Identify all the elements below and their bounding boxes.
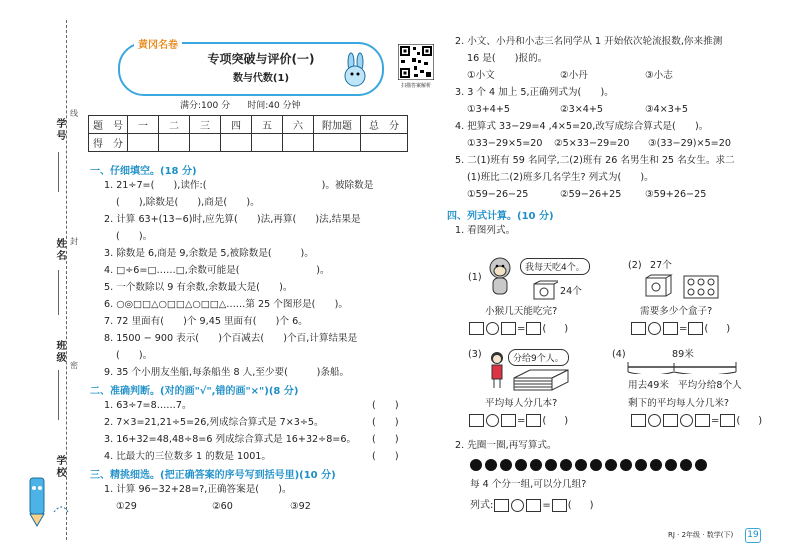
footer-text: RJ · 2年级 · 数学(下) [668,531,734,539]
count-label: 27个 [650,260,672,271]
dot-row[interactable] [470,459,710,474]
question-line: 7. 72 里面有( )个 9,45 里面有( )个 6。 [104,316,308,327]
rope-diagram-icon [626,360,738,374]
page-title: 专项突破与评价(一) [207,52,315,66]
share-label: 平均分给8个人 [678,380,742,391]
table-cell: 总 分 [361,116,408,134]
dot-icon[interactable] [545,459,557,471]
option-a: ①29 [116,501,137,512]
operator-circle[interactable] [648,414,661,427]
answer-bracket[interactable]: ( ) [372,434,399,445]
option-b: ②59−26+25 [560,189,622,200]
picture-number: (4) [612,349,626,360]
section-1-title: 一、仔细填空。(18 分) [90,166,197,177]
picture-number: (1) [468,272,482,283]
student-number-label: 学号 [54,118,65,142]
answer-box[interactable] [631,322,646,335]
option-b: ②小丹 [560,70,588,81]
picture-question: 小猴几天能吃完? [485,306,558,317]
table-cell: 二 [159,116,190,134]
monkey-icon [483,256,517,298]
dot-icon[interactable] [515,459,527,471]
score-cell[interactable] [190,134,221,152]
qr-code-icon[interactable] [398,44,434,80]
score-cell[interactable] [128,134,159,152]
name-field[interactable] [58,270,59,315]
answer-box[interactable] [469,414,484,427]
option-a: ①小文 [467,70,495,81]
question-line: 16 是( )报的。 [467,53,548,64]
section-2-title: 二、准确判断。(对的画"√",错的画"×")(8 分) [90,386,299,397]
operator-circle[interactable] [486,322,499,335]
score-cell[interactable] [314,134,361,152]
question-line: 1. 看图列式。 [455,225,516,236]
book-stack-icon [512,368,572,392]
answer-bracket[interactable]: ( ) [372,400,399,411]
length-label: 89米 [672,349,694,360]
exam-meta: 满分:100 分 时间:40 分钟 [180,101,301,111]
student-number-field[interactable] [58,152,59,192]
question-line: 2. 计算 63+(13−6)时,应先算( )法,再算( )法,结果是 [104,214,361,225]
answer-bracket[interactable]: ( ) [372,451,399,462]
question-line: ( )。 [116,350,153,361]
question-line: 3. 除数是 6,商是 9,余数是 5,被除数是( )。 [104,248,314,259]
balls-and-box-icon [644,274,724,300]
dot-icon[interactable] [575,459,587,471]
score-cell[interactable] [221,134,252,152]
dot-icon[interactable] [605,459,617,471]
answer-box[interactable] [526,499,541,512]
used-label: 用去49米 [628,380,669,391]
question-line: 5. 二(1)班有 59 名同学,二(2)班有 26 名男生和 25 名女生。求二 [455,155,735,166]
section-4-title: 四、列式计算。(10 分) [447,211,554,222]
binding-mark-xian: 线 [70,109,78,118]
table-cell: 一 [128,116,159,134]
operator-circle[interactable] [648,322,661,335]
picture-question: 需要多少个盒子? [640,306,713,317]
formula-row[interactable]: = ( ) [630,414,762,427]
answer-box[interactable] [688,322,703,335]
operator-circle[interactable] [680,414,693,427]
answer-box[interactable] [663,322,678,335]
option-c: ③92 [290,501,311,512]
question-line: 1. 63÷7=8……7。 [104,400,192,411]
question-line: 3. 16+32=48,48÷8=6 列成综合算式是 16+32÷8=6。 [104,434,357,445]
dot-icon[interactable] [485,459,497,471]
table-cell: 六 [283,116,314,134]
answer-box[interactable] [494,499,509,512]
girl-icon [486,350,508,390]
picture-question: 平均每人分几本? [485,398,558,409]
pencil-mascot-icon [18,472,73,532]
table-cell: 四 [221,116,252,134]
question-line: 4. □÷6=□……□,余数可能是( )。 [104,265,330,276]
option-c: ③(33−29)×5=20 [648,138,731,149]
question-line: 2. 小文、小丹和小志三名同学从 1 开始依次轮流报数,你来推测 [455,36,723,47]
dot-icon[interactable] [560,459,572,471]
dot-icon[interactable] [680,459,692,471]
table-cell: 得 分 [89,134,128,152]
option-a: ①59−26−25 [467,189,529,200]
picture-question: 剩下的平均每人分几米? [628,398,730,409]
dot-icon[interactable] [665,459,677,471]
section-3-title: 三、精挑细选。(把正确答案的序号写到括号里)(10 分) [90,470,336,481]
question-line: (1)班比二(2)班多几名学生? 列式为( )。 [467,172,654,183]
speech-bubble: 我每天吃4个。 [520,258,590,275]
formula-row[interactable]: 列式: = ( ) [470,500,594,511]
answer-box[interactable] [720,414,735,427]
question-line: ( ),除数是( ),商是( )。 [116,197,260,208]
answer-box[interactable] [552,499,567,512]
answer-bracket[interactable]: ( ) [372,417,399,428]
question-line: 8. 1500 − 900 表示( )个百减去( )个百,计算结果是 [104,333,358,344]
rabbit-mascot-icon [338,52,372,88]
table-cell: 五 [252,116,283,134]
school-label: 学校 [54,455,65,479]
score-table-header-row [89,116,408,134]
peach-box-icon [532,280,558,300]
class-label: 班级 [54,340,65,364]
answer-box[interactable] [501,322,516,335]
table-cell: 题 号 [89,116,128,134]
score-cell[interactable] [252,134,283,152]
question-line: 2. 先圈一圈,再写算式。 [455,440,557,451]
brand-logo: 黄冈名卷 [134,36,182,51]
question-line: 9. 35 个小朋友坐船,每条船坐 8 人,至少要( )条船。 [104,367,350,378]
answer-box[interactable] [526,414,541,427]
dot-icon[interactable] [500,459,512,471]
option-a: ①33−29×5=20 [467,138,543,149]
answer-box[interactable] [631,414,646,427]
qr-caption: 扫描答案解析 [400,83,431,89]
question-line: 3. 3 个 4 加上 5,正确列式为( )。 [455,87,614,98]
score-table [88,115,408,152]
question-line: 每 4 个分一组,可以分几组? [470,479,587,490]
dot-icon[interactable] [695,459,707,471]
formula-row[interactable]: = ( ) [630,322,730,335]
binding-mark-feng: 封 [70,237,78,246]
page-number: 19 [745,528,761,543]
question-line: 1. 21÷7=( ),读作:( )。被除数是 [104,180,374,191]
class-field[interactable] [58,370,59,420]
speech-bubble: 分给9个人。 [508,349,569,366]
question-line: 6. ○◎□□△○□□△○□□△……第 25 个图形是( )。 [104,299,348,310]
question-line: 2. 7×3=21,21÷5=26,列成综合算式是 7×3÷5。 [104,417,324,428]
operator-circle[interactable] [486,414,499,427]
score-table-score-row [89,134,408,152]
dot-icon[interactable] [530,459,542,471]
answer-box[interactable] [501,414,516,427]
picture-number: (2) [628,260,642,271]
dot-icon[interactable] [590,459,602,471]
answer-box[interactable] [526,322,541,335]
answer-box[interactable] [469,322,484,335]
page-subtitle: 数与代数(1) [232,73,290,84]
count-label: 24个 [560,286,582,297]
option-b: ②60 [212,501,233,512]
score-cell[interactable] [159,134,190,152]
table-cell: 附加题 [314,116,361,134]
option-a: ①3+4+5 [467,104,510,115]
dot-icon[interactable] [635,459,647,471]
option-c: ③4×3+5 [645,104,688,115]
question-line: 5. 一个数除以 9 有余数,余数最大是( )。 [104,282,293,293]
operator-circle[interactable] [511,499,524,512]
table-cell: 三 [190,116,221,134]
question-line: 1. 计算 96−32+28=?,正确答案是( )。 [104,484,292,495]
formula-row[interactable]: = ( ) [468,414,568,427]
question-line: 4. 比最大的三位数多 1 的数是 1001。 [104,451,271,462]
formula-label: 列式: [470,500,494,511]
answer-box[interactable] [695,414,710,427]
picture-number: (3) [468,349,482,360]
option-c: ③59+26−25 [645,189,707,200]
option-b: ②3×4+5 [560,104,603,115]
dot-icon[interactable] [470,459,482,471]
option-b: ②5×33−29=20 [554,138,630,149]
option-c: ③小志 [645,70,673,81]
formula-row[interactable]: = ( ) [468,322,568,335]
score-cell[interactable] [361,134,408,152]
question-line: 4. 把算式 33−29=4 ,4×5=20,改写成综合算式是( )。 [455,121,709,132]
dot-icon[interactable] [650,459,662,471]
score-cell[interactable] [283,134,314,152]
binding-mark-mi: 密 [70,361,78,370]
answer-box[interactable] [663,414,678,427]
question-line: ( )。 [116,231,153,242]
dot-icon[interactable] [620,459,632,471]
name-label: 姓名 [54,238,65,262]
